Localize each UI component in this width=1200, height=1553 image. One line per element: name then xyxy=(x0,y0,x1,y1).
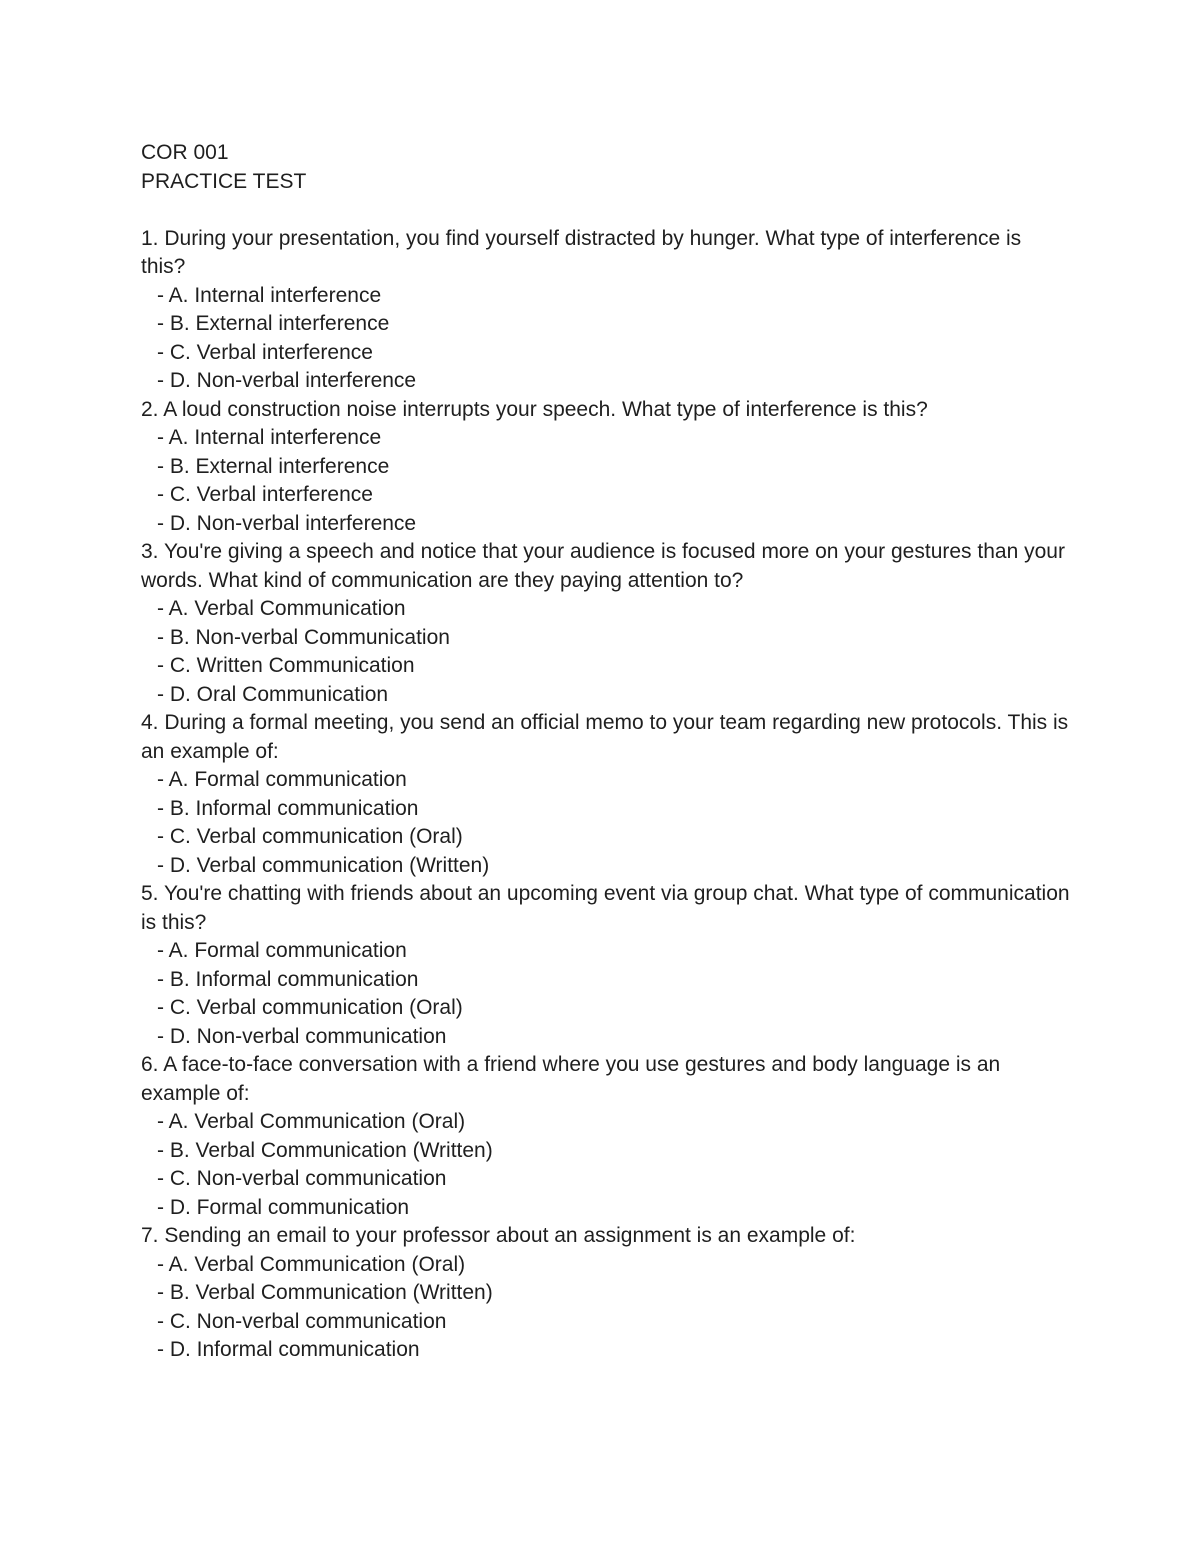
question-7 xyxy=(141,1222,1071,1365)
option-a: - A. Internal interference xyxy=(157,426,382,449)
option-d: - D. Formal communication xyxy=(157,1195,410,1219)
question-5 xyxy=(141,880,1071,1051)
option-a: - A. Verbal Communication (Oral) xyxy=(157,1110,466,1133)
option-b: - B. Informal communication xyxy=(157,796,419,820)
option-b: - B. External interference xyxy=(157,454,390,478)
question-text: 2. A loud construction noise interrupts your speech. What type of interference is this? xyxy=(141,397,928,421)
option-list xyxy=(141,937,1071,1051)
question-6 xyxy=(141,1051,1071,1222)
option-b: - B. Verbal Communication (Written) xyxy=(157,1281,493,1304)
option-d: - D. Non-verbal interference xyxy=(157,511,417,535)
option-b: - B. External interference xyxy=(157,312,390,335)
option-a: - A. Verbal Communication (Oral) xyxy=(157,1252,466,1276)
option-list xyxy=(141,1108,1071,1222)
option-list xyxy=(141,282,1071,396)
question-text: 4. During a formal meeting, you send an official memo to your team regarding new protocols. This is an example of: xyxy=(141,711,1069,763)
question-3 xyxy=(141,538,1071,709)
option-a: - A. Internal interference xyxy=(157,283,382,307)
option-c: - C. Non-verbal communication xyxy=(157,1309,447,1333)
option-a: - A. Formal communication xyxy=(157,939,407,962)
option-c: - C. Verbal communication (Oral) xyxy=(157,825,463,848)
question-1 xyxy=(141,225,1071,396)
option-d: - D. Informal communication xyxy=(157,1338,420,1361)
option-d: - D. Verbal communication (Written) xyxy=(157,853,490,877)
option-list xyxy=(141,1251,1071,1365)
option-list xyxy=(141,766,1071,880)
option-list xyxy=(141,424,1071,538)
blank-line xyxy=(141,196,1071,225)
question-text: 5. You're chatting with friends about an upcoming event via group chat. What type of communication is this? xyxy=(141,882,1070,934)
question-text: 1. During your presentation, you find yourself distracted by hunger. What type of interference is this? xyxy=(141,226,1022,278)
option-c: - C. Non-verbal communication xyxy=(157,1167,447,1190)
document-content xyxy=(141,139,1071,1365)
option-c: - C. Verbal interference xyxy=(157,483,373,506)
option-d: - D. Non-verbal communication xyxy=(157,1024,447,1048)
option-list xyxy=(141,595,1071,709)
option-a: - A. Formal communication xyxy=(157,768,407,791)
question-2 xyxy=(141,396,1071,539)
document-title: PRACTICE TEST xyxy=(141,169,307,193)
course-code: COR 001 xyxy=(141,141,229,164)
option-b: - B. Informal communication xyxy=(157,967,419,991)
option-a: - A. Verbal Communication xyxy=(157,597,406,620)
option-b: - B. Verbal Communication (Written) xyxy=(157,1138,493,1162)
option-c: - C. Verbal interference xyxy=(157,340,373,364)
question-text: 3. You're giving a speech and notice that your audience is focused more on your gestures than your words. What kind of communication are they paying attention to? xyxy=(141,540,1065,592)
option-c: - C. Verbal communication (Oral) xyxy=(157,996,463,1019)
option-d: - D. Oral Communication xyxy=(157,682,389,706)
question-text: 7. Sending an email to your professor about an assignment is an example of: xyxy=(141,1224,856,1247)
option-d: - D. Non-verbal interference xyxy=(157,369,417,392)
question-4 xyxy=(141,709,1071,880)
option-b: - B. Non-verbal Communication xyxy=(157,625,450,649)
question-text: 6. A face-to-face conversation with a friend where you use gestures and body language is an example of: xyxy=(141,1053,1001,1105)
option-c: - C. Written Communication xyxy=(157,654,415,677)
